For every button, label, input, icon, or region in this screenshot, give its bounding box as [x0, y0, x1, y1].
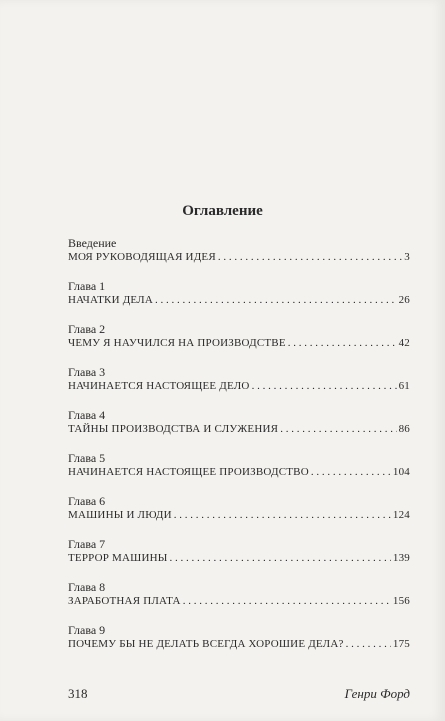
toc-row	[68, 508, 410, 522]
toc-row	[68, 637, 410, 651]
toc-page-number: 3	[404, 251, 410, 263]
toc-chapter-title: НАЧИНАЕТСЯ НАСТОЯЩЕЕ ПРОИЗВОДСТВО	[68, 466, 309, 478]
toc-page-number: 156	[392, 595, 410, 607]
running-author: Генри Форд	[344, 686, 410, 701]
toc-chapter-title: ЗАРАБОТНАЯ ПЛАТА	[68, 595, 181, 607]
toc-row	[68, 250, 410, 264]
toc-row	[68, 293, 410, 307]
toc-entry	[68, 236, 410, 279]
toc-row	[68, 551, 410, 565]
toc-chapter-title: ПОЧЕМУ БЫ НЕ ДЕЛАТЬ ВСЕГДА ХОРОШИЕ ДЕЛА?	[68, 638, 344, 650]
toc-page-number: 86	[398, 423, 410, 435]
toc-entry	[68, 537, 410, 580]
toc-page-number: 26	[398, 294, 410, 306]
toc-leader-dots	[174, 508, 391, 522]
toc-leader-dots	[218, 250, 402, 264]
toc-chapter-label: Глава 4	[68, 408, 106, 422]
toc-page-number: 139	[392, 552, 410, 564]
toc-chapter-title: ТАЙНЫ ПРОИЗВОДСТВА И СЛУЖЕНИЯ	[68, 423, 279, 435]
toc-chapter-label: Глава 5	[68, 451, 106, 465]
toc-chapter-title: НАЧАТКИ ДЕЛА	[68, 294, 153, 306]
toc-row	[68, 379, 410, 393]
toc-leader-dots	[170, 551, 391, 565]
toc-chapter-label: Глава 1	[68, 279, 106, 293]
toc-chapter-label: Глава 2	[68, 322, 106, 336]
toc-entry	[68, 580, 410, 623]
toc-leader-dots	[252, 379, 397, 393]
toc-chapter-label: Глава 9	[68, 623, 106, 637]
toc-chapter-title: ЧЕМУ Я НАУЧИЛСЯ НА ПРОИЗВОДСТВЕ	[68, 337, 286, 349]
toc-entry	[68, 365, 410, 408]
toc-chapter-title: НАЧИНАЕТСЯ НАСТОЯЩЕЕ ДЕЛО	[68, 380, 250, 392]
toc-chapter-title: МОЯ РУКОВОДЯЩАЯ ИДЕЯ	[68, 251, 216, 263]
toc-leader-dots	[183, 594, 391, 608]
toc-chapter-title: МАШИНЫ И ЛЮДИ	[68, 509, 172, 521]
toc-chapter-title: ТЕРРОР МАШИНЫ	[68, 552, 168, 564]
toc-leader-dots	[155, 293, 397, 307]
toc-leader-dots	[346, 637, 391, 651]
toc-chapter-label: Глава 8	[68, 580, 106, 594]
toc-page-number: 175	[392, 638, 410, 650]
table-of-contents	[68, 236, 410, 666]
toc-chapter-label: Глава 6	[68, 494, 106, 508]
toc-row	[68, 422, 410, 436]
toc-leader-dots	[311, 465, 391, 479]
toc-chapter-label: Введение	[68, 236, 117, 250]
toc-entry	[68, 408, 410, 451]
toc-page-number: 104	[392, 466, 410, 478]
toc-entry	[68, 322, 410, 365]
page-number: 318	[68, 686, 88, 701]
toc-entry	[68, 451, 410, 494]
toc-leader-dots	[288, 336, 397, 350]
toc-leader-dots	[280, 422, 396, 436]
toc-chapter-label: Глава 7	[68, 537, 106, 551]
toc-page-number: 61	[398, 380, 410, 392]
toc-entry	[68, 494, 410, 537]
toc-entry	[68, 623, 410, 666]
toc-chapter-label: Глава 3	[68, 365, 106, 379]
toc-row	[68, 465, 410, 479]
toc-entry	[68, 279, 410, 322]
toc-page-number: 124	[392, 509, 410, 521]
toc-page-number: 42	[398, 337, 410, 349]
toc-row	[68, 594, 410, 608]
toc-row	[68, 336, 410, 350]
toc-title: Оглавление	[182, 203, 263, 219]
page-footer	[68, 686, 410, 702]
